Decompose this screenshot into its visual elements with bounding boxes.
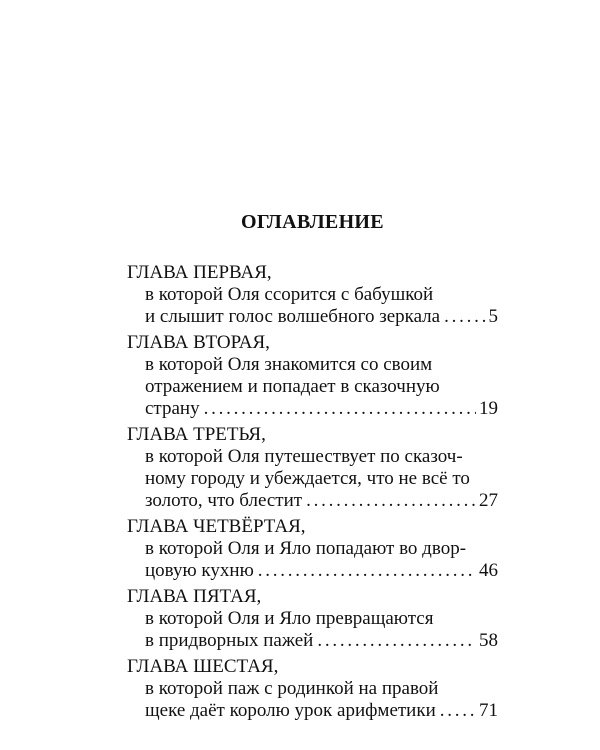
chapter-subtitle-last-line: [127, 306, 498, 328]
chapter-subtitle-last-line: [127, 560, 498, 582]
chapter-subtitle-line: в которой паж с родинкой на правой: [145, 678, 439, 699]
chapter-subtitle-line: в которой Оля и Яло превращаются: [145, 608, 434, 629]
chapter-subtitle-text: страну: [145, 398, 200, 419]
page-number: 5: [488, 306, 498, 327]
chapter-subtitle-line: в которой Оля знакомится со своим: [145, 354, 433, 375]
dot-leader: [204, 398, 476, 420]
toc-entry-chapter-6[interactable]: [127, 656, 498, 722]
chapter-subtitle-text: золото, что блестит: [145, 490, 303, 511]
chapter-heading: ГЛАВА ВТОРАЯ,: [127, 332, 270, 353]
toc-title: ОГЛАВЛЕНИЕ: [241, 211, 384, 233]
toc-entry-chapter-4[interactable]: [127, 516, 498, 582]
chapter-heading: ГЛАВА ШЕСТАЯ,: [127, 656, 279, 677]
toc-entry-chapter-2[interactable]: [127, 332, 498, 420]
chapter-heading: ГЛАВА ЧЕТВЁРТАЯ,: [127, 516, 306, 537]
page-number: 46: [479, 560, 498, 581]
toc-entry-chapter-5[interactable]: [127, 586, 498, 652]
chapter-heading: ГЛАВА ПЕРВАЯ,: [127, 262, 272, 283]
page-number: 58: [479, 630, 498, 651]
dot-leader: [306, 490, 476, 512]
chapter-subtitle-text: и слышит голос волшебного зеркала: [145, 306, 441, 327]
dot-leader: [258, 560, 476, 582]
chapter-subtitle-last-line: [127, 700, 498, 722]
dot-leader: [440, 700, 476, 722]
chapter-subtitle-line: в которой Оля и Яло попадают во двор-: [145, 538, 467, 559]
chapter-subtitle-text: цовую кухню: [145, 560, 254, 581]
chapter-subtitle-line: отражением и попадает в сказочную: [145, 376, 440, 397]
chapter-subtitle-text: щеке даёт королю урок арифметики: [145, 700, 436, 721]
chapter-subtitle-last-line: [127, 630, 498, 652]
chapter-heading: ГЛАВА ТРЕТЬЯ,: [127, 424, 266, 445]
toc-entry-chapter-1[interactable]: [127, 262, 498, 328]
chapter-subtitle-text: в придворных пажей: [145, 630, 314, 651]
chapter-subtitle-last-line: [127, 398, 498, 420]
chapter-subtitle-line: в которой Оля ссорится с бабушкой: [145, 284, 434, 305]
chapter-heading: ГЛАВА ПЯТАЯ,: [127, 586, 262, 607]
dot-leader: [317, 630, 476, 652]
toc-entry-chapter-3[interactable]: [127, 424, 498, 512]
page-number: 27: [479, 490, 498, 511]
chapter-subtitle-last-line: [127, 490, 498, 512]
chapter-subtitle-line: ному городу и убеждается, что не всё то: [145, 468, 470, 489]
dot-leader: [444, 306, 485, 328]
table-of-contents: [127, 262, 498, 722]
chapter-subtitle-line: в которой Оля путешествует по сказоч-: [145, 446, 463, 467]
page-number: 71: [479, 700, 498, 721]
page-number: 19: [479, 398, 498, 419]
